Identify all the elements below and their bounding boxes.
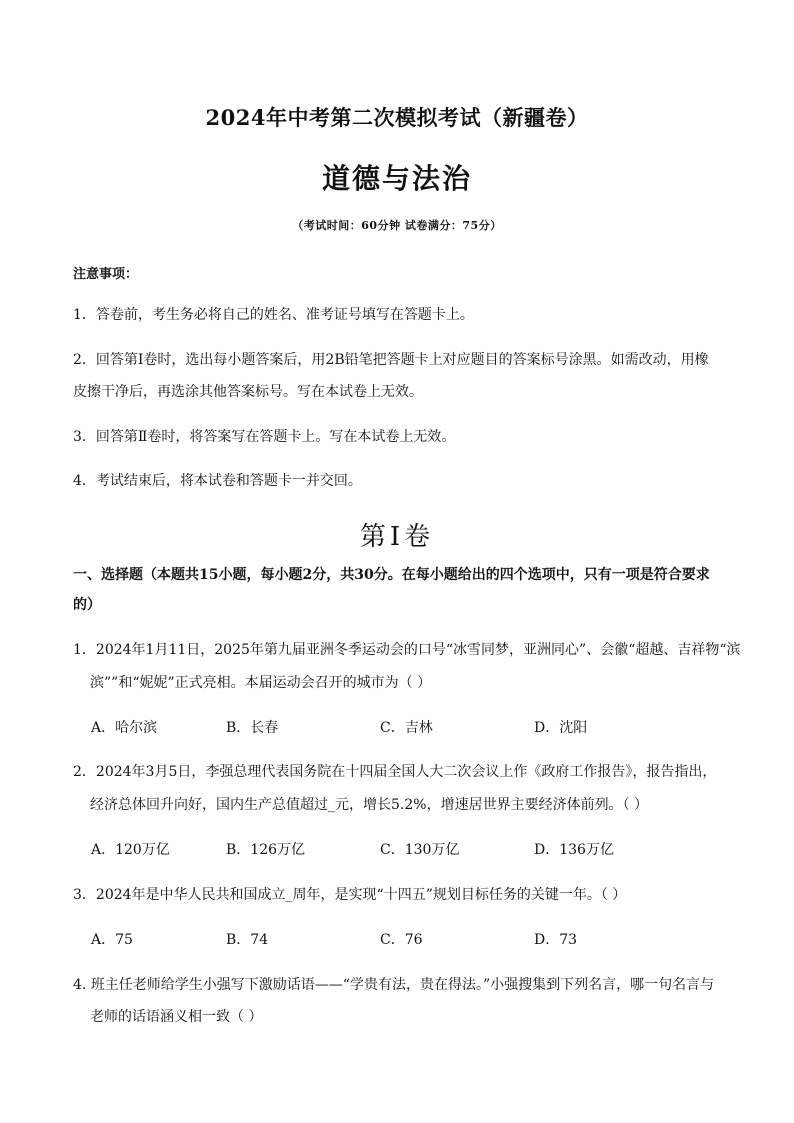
notes-item-continuation: 皮擦干净后，再选涂其他答案标号。写在本试卷上无效。 [73,384,423,400]
question-2-option-a: A．120万亿 [91,842,170,858]
volume-title: 第Ⅰ卷 [359,522,435,552]
question-1-stem-continuation: 滨””和“妮妮”正式亮相。本届运动会召开的城市为（ ） [90,675,432,691]
question-4-stem: 4. 班主任老师给学生小强写下激励话语——“学贵有法，贵在得法。”小强搜集到下列名言，哪一句名言与 [73,977,715,993]
question-1-option-d: D．沈阳 [534,720,588,736]
question-3-option-b: B．74 [226,932,269,948]
notes-item: 1．答卷前，考生务必将自己的姓名、准考证号填写在答题卡上。 [73,307,474,323]
question-1-option-a: A．哈尔滨 [91,720,158,736]
question-1-stem: 1．2024年1月11日，2025年第九届亚洲冬季运动会的口号“冰雪同梦，亚洲同心”、会徽“超越、吉祥物“滨 [73,642,741,658]
exam-title: 2024年中考第二次模拟考试（新疆卷） [205,105,589,130]
exam-info: （考试时间：60分钟 试卷满分：75分） [292,219,502,232]
question-4-stem-continuation: 老师的话语涵义相一致（ ） [90,1009,263,1025]
question-3-option-d: D．73 [534,932,578,948]
question-2-stem-continuation: 经济总体回升向好，国内生产总值超过_元，增长5.2%，增速居世界主要经济体前列。（ ） [90,797,649,813]
notes-item: 4．考试结束后，将本试卷和答题卡一并交回。 [73,473,362,489]
question-2-option-b: B．126万亿 [226,842,306,858]
question-1-option-c: C．吉林 [380,720,433,736]
subject-title: 道德与法治 [321,162,472,195]
question-1-option-b: B．长春 [226,720,279,736]
section-title: 一、选择题（本题共15小题，每小题2分，共30分。在每小题给出的四个选项中，只有一项是符合要求 [73,567,710,583]
section-title-continuation: 的） [73,597,101,613]
notes-item: 2．回答第Ⅰ卷时，选出每小题答案后，用2B铅笔把答题卡上对应题目的答案标号涂黑。如需改动，用橡 [73,352,709,368]
question-2-stem: 2．2024年3月5日，李强总理代表国务院在十四届全国人大二次会议上作《政府工作报告》，报告指出， [73,764,717,780]
question-3-stem: 3．2024年是中华人民共和国成立_周年，是实现“十四五”规划目标任务的关键一年。（ ） [73,887,627,903]
question-3-option-a: A．75 [91,932,133,948]
question-3-option-c: C．76 [380,932,423,948]
question-2-option-c: C．130万亿 [380,842,460,858]
question-2-option-d: D．136万亿 [534,842,614,858]
notes-heading: 注意事项： [73,267,139,282]
notes-item: 3．回答第Ⅱ卷时，将答案写在答题卡上。写在本试卷上无效。 [73,429,456,445]
